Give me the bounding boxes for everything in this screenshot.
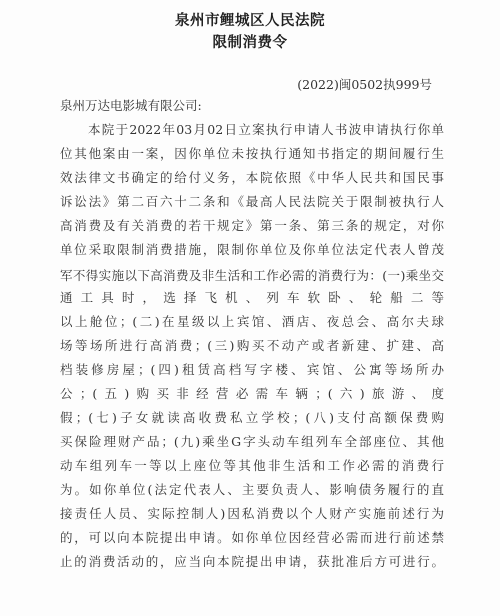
body-line-2: 位其他案由一案，因你单位未按执行通知书指定的期间履行生	[60, 146, 444, 161]
body-line-1: 本院于2022年03月02日立案执行申请人书波申请执行你单	[88, 122, 444, 137]
case-number: (2022)闽0502执999号	[297, 77, 432, 92]
body-line-3: 效法律文书确定的给付义务，本院依照《中华人民共和国民事	[60, 170, 444, 185]
body-line-14: 动车组列车一等以上座位等其他非生活和工作必需的消费行	[60, 458, 444, 473]
court-name-title: 泉州市鲤城区人民法院	[175, 12, 325, 29]
order-title: 限制消费令	[212, 34, 288, 51]
body-line-11: 公；(五)购买非经营必需车辆；(六)旅游、度	[60, 386, 444, 401]
body-line-12: 假；(七)子女就读高收费私立学校；(八)支付高额保费购	[60, 410, 444, 425]
body-line-4: 诉讼法》第二百六十二条和《最高人民法院关于限制被执行人	[60, 194, 444, 209]
body-line-17: 的，可以向本院提出申请。如你单位因经营必需而进行前述禁	[60, 530, 444, 545]
body-line-16: 接责任人员、实际控制人)因私消费以个人财产实施前述行为	[60, 506, 444, 521]
body-line-7: 军不得实施以下高消费及非生活和工作必需的消费行为：(一)乘坐交通工具时，选择飞机、列车软卧、轮船二等	[60, 268, 444, 305]
body-line-6: 单位采取限制消费措施，限制你单位及你单位法定代表人曾茂	[60, 242, 444, 257]
body-line-18: 止的消费活动的，应当向本院提出申请，获批准后方可进行。	[60, 554, 444, 569]
body-line-9: 场等场所进行高消费；(三)购买不动产或者新建、扩建、高	[60, 338, 444, 353]
body-line-10: 档装修房屋；(四)租赁高档写字楼、宾馆、公寓等场所办	[60, 362, 444, 377]
body-line-13: 买保险理财产品；(九)乘坐G字头动车组列车全部座位、其他	[60, 434, 444, 449]
body-line-5: 高消费及有关消费的若干规定》第一条、第三条的规定，对你	[60, 218, 444, 233]
body-line-8: 以上舱位；(二)在星级以上宾馆、酒店、夜总会、高尔夫球	[60, 314, 444, 329]
addressee: 泉州万达电影城有限公司:	[60, 98, 202, 113]
body-line-15: 为。如你单位(法定代表人、主要负责人、影响债务履行的直	[60, 482, 444, 497]
